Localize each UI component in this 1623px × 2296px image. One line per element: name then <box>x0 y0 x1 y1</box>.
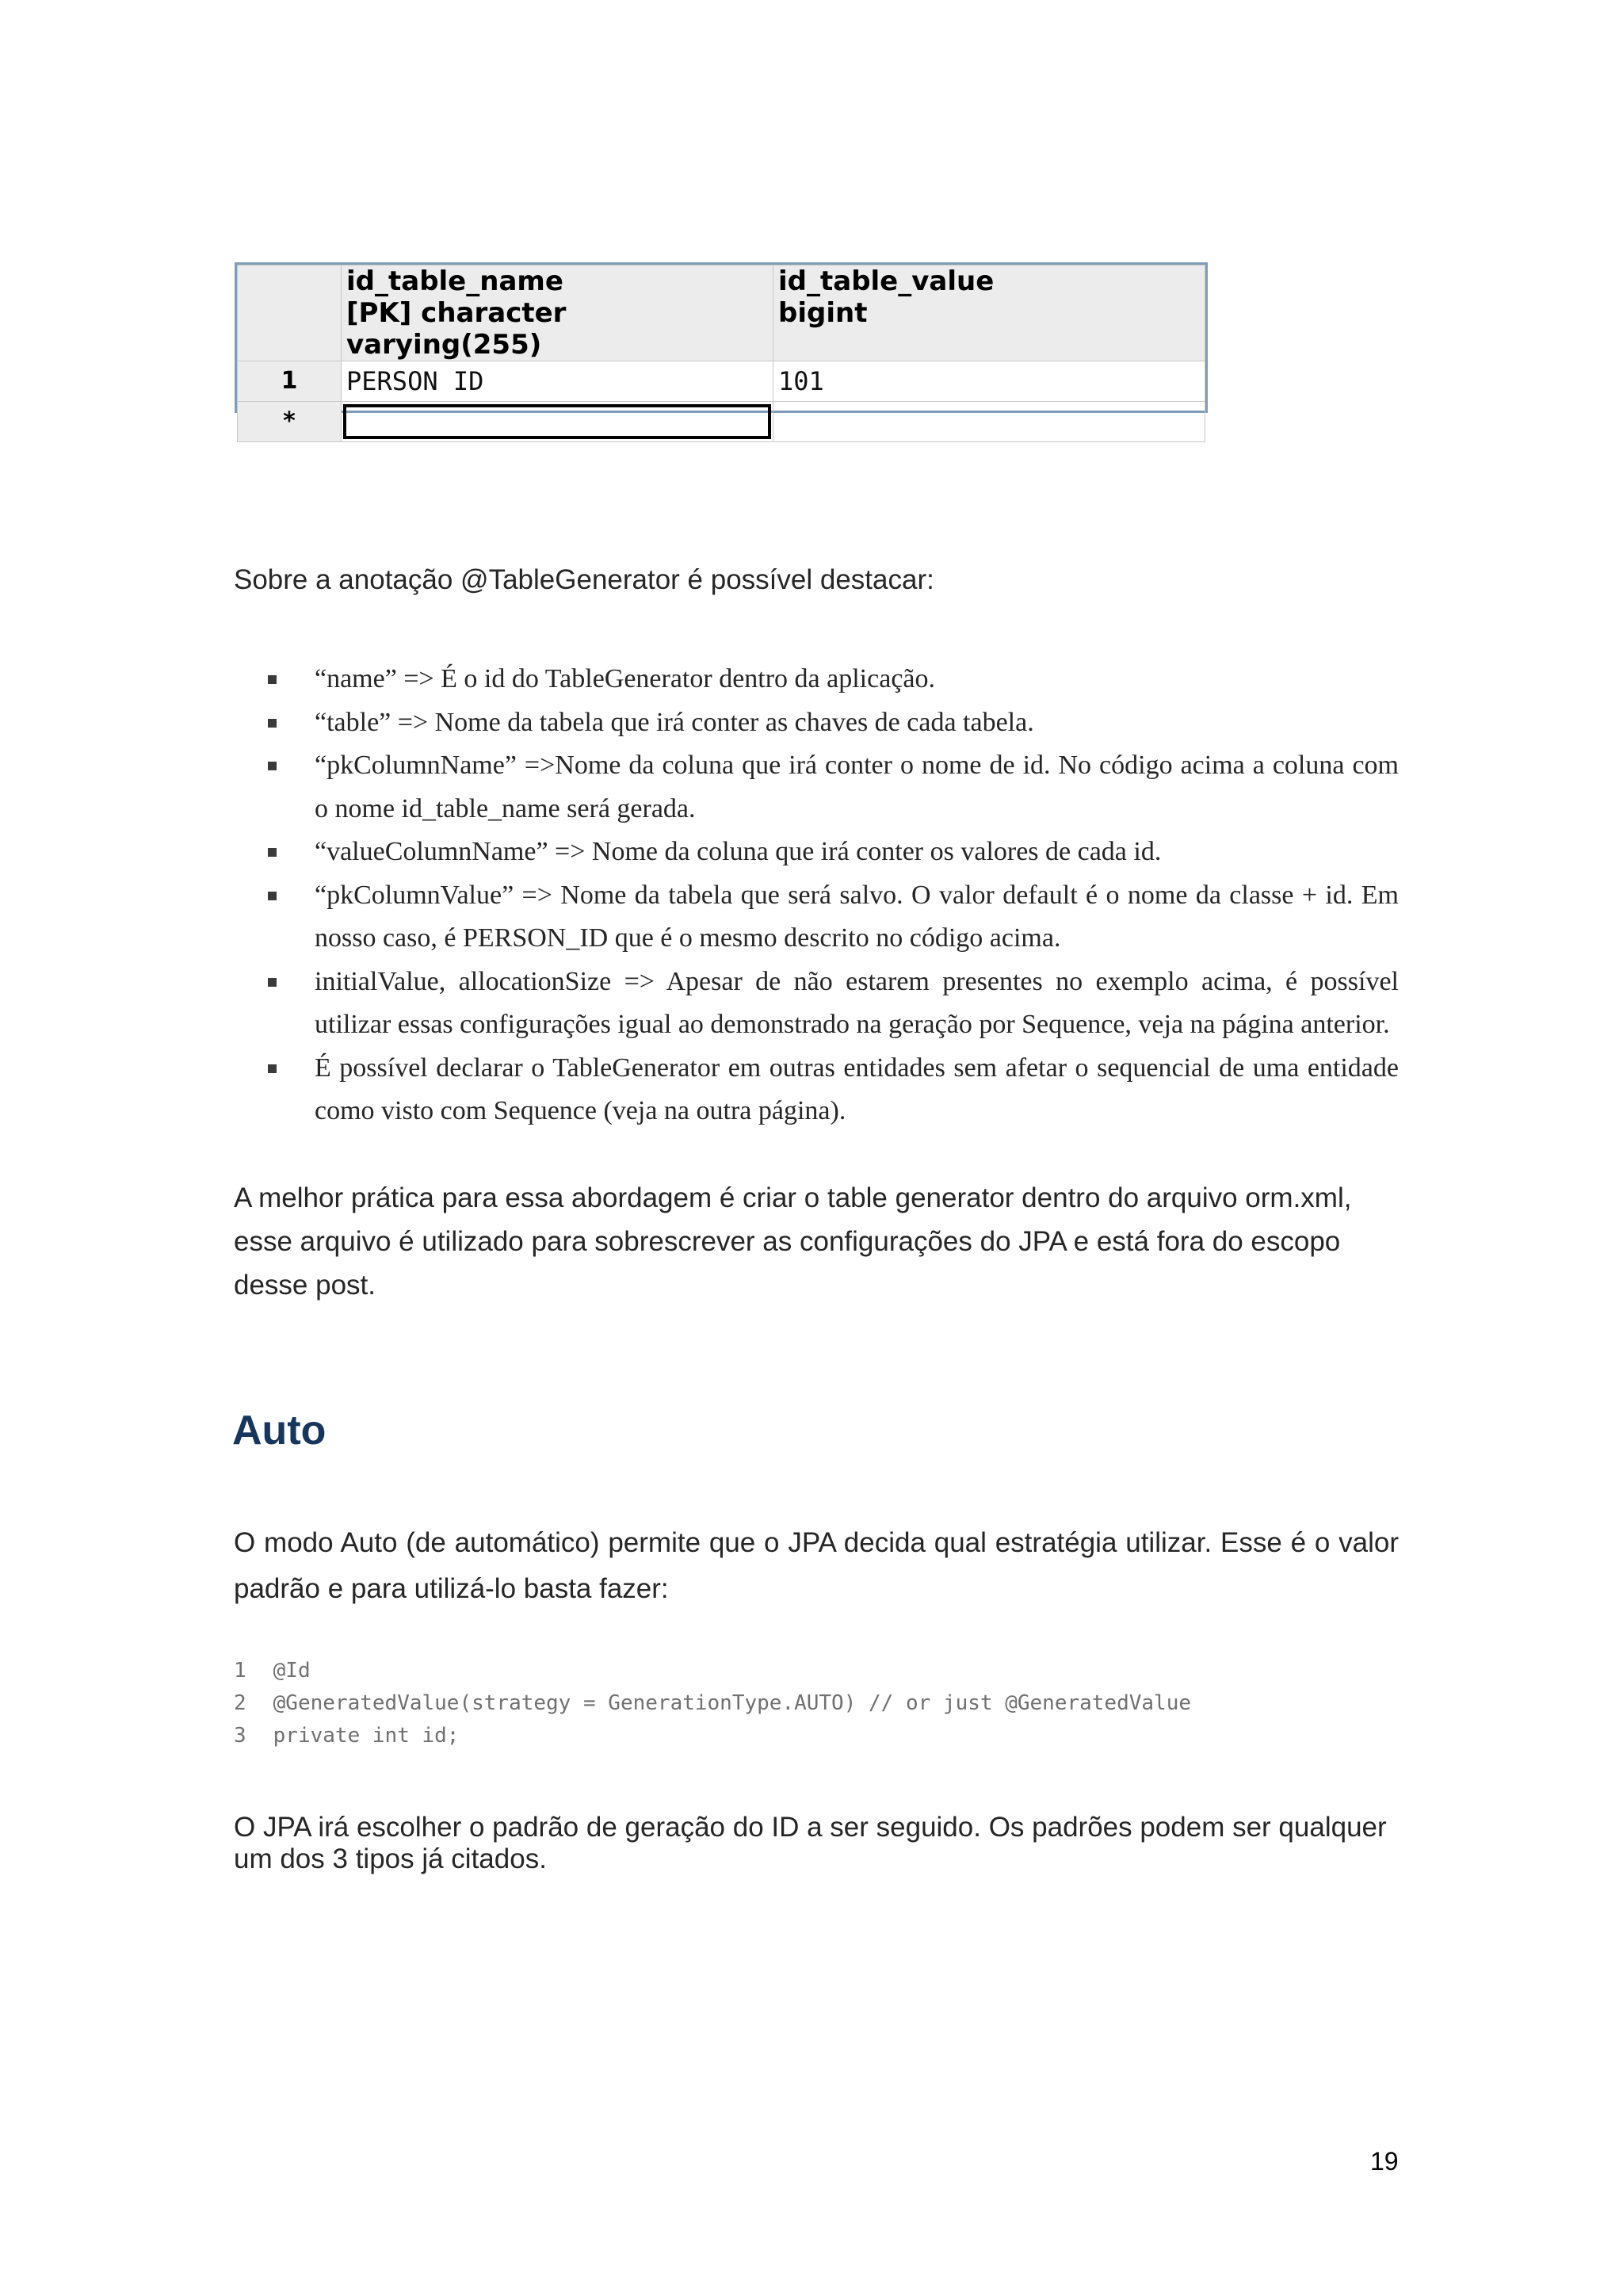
table-corner-header <box>238 266 342 361</box>
section-heading: Auto <box>232 1408 327 1454</box>
list-item <box>234 701 1399 745</box>
code-line-text: @Id <box>273 1659 311 1683</box>
code-line-number: 3 <box>234 1724 246 1748</box>
list-item-text: “valueColumnName” => Nome da coluna que irá conter os valores de cada id. <box>315 837 1162 866</box>
table-cell-editing <box>342 402 773 442</box>
list-item-text: initialValue, allocationSize => Apesar de não estarem presentes no exemplo acima, é possível utilizar essas configurações igual ao demonstrado na geração por Sequence, veja na página anterior. <box>315 966 1399 1039</box>
column-header-id-table-name <box>342 266 773 361</box>
square-bullet-icon <box>268 675 277 684</box>
list-item <box>234 831 1399 874</box>
square-bullet-icon <box>268 762 277 770</box>
column-name: id_table_value <box>778 266 995 297</box>
code-line <box>234 1724 459 1748</box>
list-item <box>234 874 1399 961</box>
list-item <box>234 1047 1399 1133</box>
intro-paragraph: Sobre a anotação @TableGenerator é possível destacar: <box>234 564 934 595</box>
column-name: id_table_name <box>346 266 563 297</box>
bullet-list <box>234 658 1399 1133</box>
table-cell: PERSON ID <box>342 361 773 402</box>
row-number: 1 <box>238 361 342 402</box>
code-line-number: 2 <box>234 1691 246 1715</box>
square-bullet-icon <box>268 848 277 857</box>
square-bullet-icon <box>268 719 277 728</box>
page-number: 19 <box>1370 2147 1399 2176</box>
code-block <box>234 1655 1191 1752</box>
square-bullet-icon <box>268 892 277 900</box>
code-line-text: @GeneratedValue(strategy = GenerationType.AUTO) // or just @GeneratedValue <box>273 1691 1192 1715</box>
column-type: [PK] character varying(255) <box>346 297 567 361</box>
list-item-text: “pkColumnName” =>Nome da coluna que irá conter o nome de id. No código acima a coluna com o nome id_table_name será gerada. <box>315 751 1399 823</box>
list-item <box>234 961 1399 1047</box>
list-item <box>234 658 1399 701</box>
table-row-new <box>238 402 1205 442</box>
code-line-number: 1 <box>234 1659 246 1683</box>
row-number: * <box>238 402 342 442</box>
table-row <box>238 361 1205 402</box>
code-line <box>234 1659 311 1683</box>
auto-paragraph: O modo Auto (de automático) permite que o JPA decida qual estratégia utilizar. Esse é o valor padrão e para utilizá-lo basta fazer: <box>234 1527 1399 1604</box>
database-table-screenshot <box>235 262 1208 435</box>
outro-paragraph: O JPA irá escolher o padrão de geração do ID a ser seguido. Os padrões podem ser qualquer um dos 3 tipos já citados. <box>234 1812 1387 1874</box>
table-cell: 101 <box>773 361 1205 402</box>
square-bullet-icon <box>268 1064 277 1073</box>
code-line-text: private int id; <box>273 1724 460 1748</box>
list-item <box>234 744 1399 831</box>
table-cell <box>773 402 1205 442</box>
column-header-id-table-value <box>773 266 1205 361</box>
column-type: bigint <box>778 297 868 329</box>
best-practice-paragraph: A melhor prática para essa abordagem é criar o table generator dentro do arquivo orm.xml, esse arquivo é utilizado para sobrescrever as configurações do JPA e está fora do escopo desse post. <box>234 1182 1352 1301</box>
code-line <box>234 1691 1191 1715</box>
square-bullet-icon <box>268 978 277 987</box>
list-item-text: É possível declarar o TableGenerator em outras entidades sem afetar o sequencial de uma entidade como visto com Sequence (veja na outra página). <box>315 1052 1399 1125</box>
list-item-text: “table” => Nome da tabela que irá conter as chaves de cada tabela. <box>315 707 1034 737</box>
list-item-text: “pkColumnValue” => Nome da tabela que será salvo. O valor default é o nome da classe + id. Em nosso caso, é PERSON_ID que é o mesmo descrito no código acima. <box>315 880 1399 953</box>
list-item-text: “name” => É o id do TableGenerator dentro da aplicação. <box>315 664 935 693</box>
